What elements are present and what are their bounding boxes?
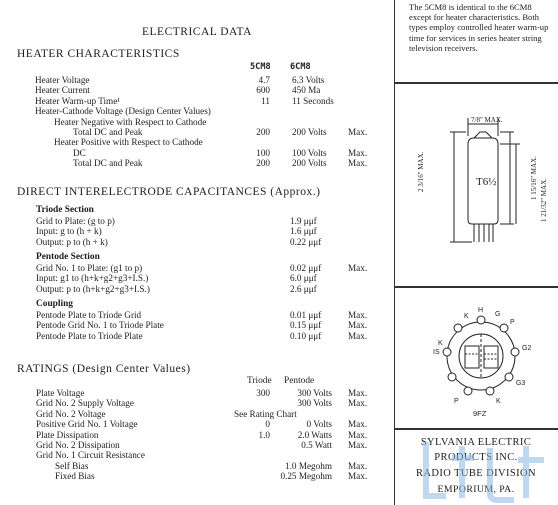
max-label: Max. <box>348 471 368 482</box>
coupling-section-heading: Coupling <box>36 299 73 309</box>
max-label: Max. <box>348 147 368 158</box>
basing-diagram <box>394 288 558 428</box>
basing-pin-label: K <box>438 340 443 347</box>
triode-section-heading: Triode Section <box>36 205 94 215</box>
basing-pin-label: H <box>478 307 484 314</box>
rating-label: Plate Dissipation <box>36 429 99 440</box>
triode-capacitance-value: 1.6 μμf <box>290 226 317 237</box>
heater-5cm8-value: 600 <box>256 85 270 96</box>
rating-pentode-value: 0.5 Watt <box>301 440 332 450</box>
heater-5cm8-value: 200 <box>256 158 270 169</box>
heater-row-label: Heater-Cathode Voltage (Design Center Values) <box>35 106 211 117</box>
basing-pin-label: P <box>454 398 459 405</box>
width-dimension: 7/8" MAX. <box>471 116 503 124</box>
triode-capacitance-label: Grid to Plate: (g to p) <box>36 216 115 226</box>
rating-pentode-value: 1.0 Megohm <box>285 460 332 471</box>
basing-pin-label: K <box>496 398 501 405</box>
basing-pin-label: G <box>495 311 501 318</box>
heater-row-label: Heater Voltage <box>35 75 90 85</box>
rating-label: Fixed Bias <box>55 471 95 482</box>
bulb-size-label: T6½ <box>476 176 497 188</box>
basing-pin-label: K <box>464 313 469 320</box>
heater-row-label: Total DC and Peak <box>73 127 143 137</box>
heater-row-label: DC <box>73 147 86 158</box>
max-label: Max. <box>348 263 368 273</box>
max-label: Max. <box>348 398 368 409</box>
max-label: Max. <box>348 127 368 137</box>
company-name-line1: SYLVANIA ELECTRIC <box>420 437 532 448</box>
heater-5cm8-value: 200 <box>256 127 270 137</box>
pentode-capacitance-value: 6.0 μμf <box>290 273 317 284</box>
heater-6cm8-value: 11 Seconds <box>292 95 334 106</box>
rating-label: Self Bias <box>55 460 89 471</box>
coupling-capacitance-value: 0.15 μμf <box>290 320 322 331</box>
max-label: Max. <box>348 419 368 430</box>
rating-triode-value: 0 <box>265 419 270 430</box>
ratings-heading: RATINGS (Design Center Values) <box>17 363 191 375</box>
max-label: Max. <box>348 310 368 320</box>
rating-pentode-value: 0 Volts <box>306 419 332 430</box>
triode-column-header: Triode <box>247 376 272 386</box>
rating-pentode-value: 0.25 Megohm <box>280 471 332 482</box>
pentode-capacitance-value: 0.02 μμf <box>290 263 322 273</box>
max-label: Max. <box>348 320 368 331</box>
basing-pin-label: G2 <box>522 345 532 352</box>
heater-heading: HEATER CHARACTERISTICS <box>17 48 180 60</box>
page-title: ELECTRICAL DATA <box>142 26 252 38</box>
rating-pentode-value: 300 Volts <box>297 388 332 398</box>
heater-row-label: Heater Current <box>35 85 90 96</box>
pentode-column-header: Pentode <box>284 376 315 386</box>
heater-6cm8-value: 200 Volts <box>292 127 327 137</box>
heater-row-label: Total DC and Peak <box>73 158 143 169</box>
heater-6cm8-value: 6.3 Volts <box>292 75 325 85</box>
tube-6cm8-header: 6CM8 <box>290 62 311 72</box>
heater-6cm8-value: 450 Ma <box>292 85 321 96</box>
rating-pentode-value: 300 Volts <box>297 398 332 409</box>
heater-5cm8-value: 4.7 <box>258 75 270 85</box>
pentode-capacitance-label: Output: p to (h+k+g2+g3+I.S.) <box>36 283 150 294</box>
watermark-overlay <box>418 436 558 505</box>
rating-pentode-value: 2.0 Watts <box>297 429 332 440</box>
basing-pin-label: IS <box>433 349 440 356</box>
heater-row-label: Heater Warm-up Time¹ <box>35 95 121 106</box>
capacitance-heading: DIRECT INTERELECTRODE CAPACITANCES (Approx.) <box>17 186 321 198</box>
rating-label: Grid No. 2 Supply Voltage <box>36 398 134 409</box>
rating-triode-value: 300 <box>256 388 270 398</box>
rating-label: Plate Voltage <box>36 388 85 398</box>
triode-capacitance-value: 0.22 μμf <box>290 236 322 247</box>
type-description: The 5CM8 is identical to the 6CM8 except for heater characteristics. Both types employ controlled heater warm-up time for services in series heater string television receivers. <box>409 2 549 53</box>
coupling-capacitance-value: 0.10 μμf <box>290 330 322 341</box>
heater-6cm8-value: 100 Volts <box>292 147 327 158</box>
max-label: Max. <box>348 388 368 398</box>
basing-pin-label: P <box>510 319 515 326</box>
rating-label: Positive Grid No. 1 Voltage <box>36 419 138 430</box>
coupling-capacitance-value: 0.01 μμf <box>290 310 322 320</box>
rating-triode-value: See Rating Chart <box>234 408 297 419</box>
heater-row-label: Heater Positive with Respect to Cathode <box>54 137 203 148</box>
pentode-capacitance-label: Input: g1 to (h+k+g2+g3+I.S.) <box>36 273 149 284</box>
max-label: Max. <box>348 429 368 440</box>
tube-5cm8-header: 5CM8 <box>250 62 271 72</box>
coupling-capacitance-label: Pentode Plate to Triode Grid <box>36 310 142 320</box>
heater-6cm8-value: 200 Volts <box>292 158 327 169</box>
pentode-capacitance-label: Grid No. 1 to Plate: (g1 to p) <box>36 263 143 273</box>
pentode-capacitance-value: 2.6 μμf <box>290 283 317 294</box>
triode-capacitance-label: Input: g to (h + k) <box>36 226 102 237</box>
rating-label: Grid No. 1 Circuit Resistance <box>36 450 145 461</box>
heater-5cm8-value: 100 <box>256 147 270 158</box>
bulb-height-dimension: 1 21/32" MAX. <box>540 178 548 222</box>
basing-pin-label: G3 <box>516 380 526 387</box>
overall-length-dimension: 2 3/16" MAX. <box>417 151 425 192</box>
panel-divider <box>394 428 558 430</box>
max-label: Max. <box>348 460 368 471</box>
company-location: EMPORIUM, PA. <box>437 484 515 495</box>
max-label: Max. <box>348 440 368 450</box>
triode-capacitance-label: Output: p to (h + k) <box>36 236 108 247</box>
triode-capacitance-value: 1.9 μμf <box>290 216 317 226</box>
company-name-line2: PRODUCTS INC. <box>434 452 518 463</box>
pentode-section-heading: Pentode Section <box>36 252 100 262</box>
max-label: Max. <box>348 330 368 341</box>
basing-code: 9FZ <box>473 409 487 418</box>
company-division: RADIO TUBE DIVISION <box>416 468 536 479</box>
rating-triode-value: 1.0 <box>258 429 270 440</box>
coupling-capacitance-label: Pentode Plate to Triode Plate <box>36 330 143 341</box>
heater-row-label: Heater Negative with Respect to Cathode <box>54 116 207 127</box>
rating-label: Grid No. 2 Voltage <box>36 408 106 419</box>
seated-height-dimension: 1 15/16" MAX. <box>530 156 538 200</box>
max-label: Max. <box>348 158 368 169</box>
coupling-capacitance-label: Pentode Grid No. 1 to Triode Plate <box>36 320 164 331</box>
rating-label: Grid No. 2 Dissipation <box>36 440 120 450</box>
heater-5cm8-value: 11 <box>261 95 270 106</box>
